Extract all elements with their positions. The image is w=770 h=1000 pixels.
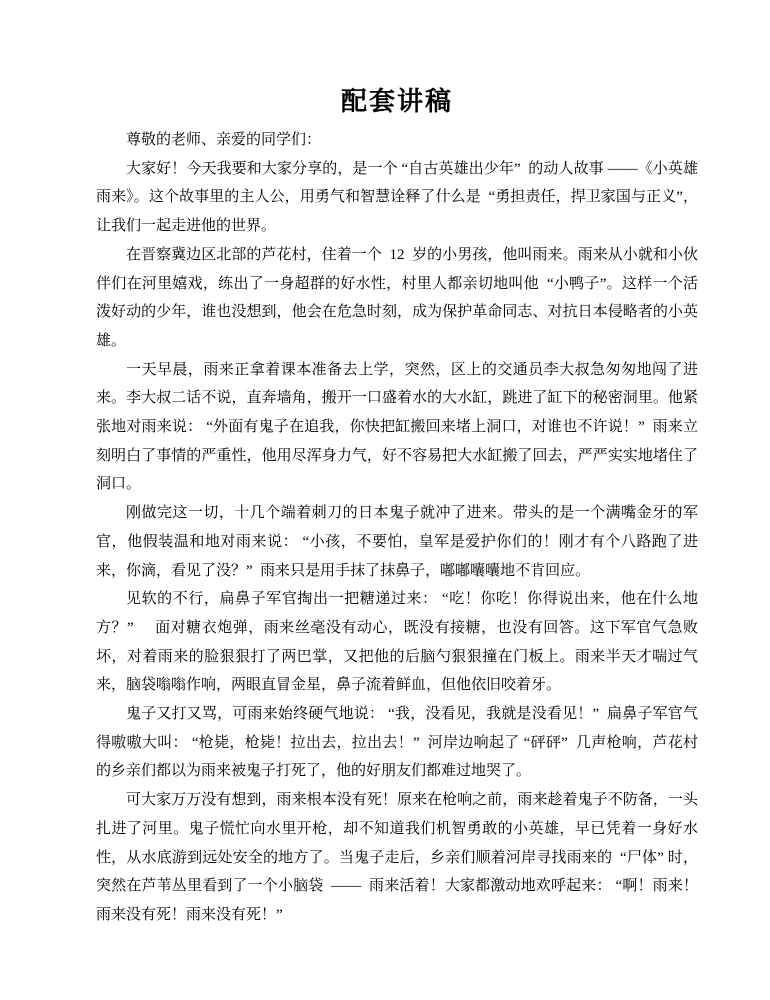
- paragraph-gunshots: 鬼子又打又骂，可雨来始终硬气地说： “我，没看见，我就是没看见！” 扁鼻子军官气得嗷嗷大叫： “枪毙，枪毙！拉出去，拉出去！” 河岸边响起了 “砰砰” 几声枪响，芦花村的乡亲们都以为雨来被鬼子打死了，他的好朋友们都难过地哭了。: [96, 706, 698, 780]
- paragraph-devils-enter: 刚做完这一切，十几个端着刺刀的日本鬼子就冲了进来。带头的是一个满嘴金牙的军官，他假装温和地对雨来说： “小孩，不要怕，皇军是爱护你们的！刚才有个八路跑了进来，你滴，看见了没？” 雨来只是用手抹了抹鼻子，嘟嘟囔囔地不肯回应。: [96, 505, 698, 579]
- paragraph-alive: 可大家万万没有想到，雨来根本没有死！原来在枪响之前，雨来趁着鬼子不防备，一头扎进了河里。鬼子慌忙向水里开枪，却不知道我们机智勇敢的小英雄，早已凭着一身好水性，从水底游到远处安全的地方了。当鬼子走后，乡亲们顺着河岸寻找雨来的 “尸体” 时，突然在芦苇丛里看到了一个小脑袋 —— 雨来活着！大家都激动地欢呼起来： “啊！雨来！雨来没有死！雨来没有死！”: [96, 792, 698, 923]
- document-content: [96, 84, 698, 930]
- paragraph-intro: 大家好！今天我要和大家分享的，是一个 “自古英雄出少年” 的动人故事 ——《小英雄雨来》。这个故事里的主人公，用勇气和智慧诠释了什么是 “勇担责任，捍卫家国与正义”，让我们一起走进他的世界。: [96, 160, 698, 235]
- paragraph-background: 在晋察冀边区北部的芦花村，住着一个 12 岁的小男孩，他叫雨来。雨来从小就和小伙伴们在河里嬉戏，练出了一身超群的好水性，村里人都亲切地叫他 “小鸭子”。这样一个活泼好动的少年，谁也没想到，他会在危急时刻，成为保护革命同志、对抗日本侵略者的小英雄。: [96, 246, 698, 349]
- paragraph-candy-bribe: 见软的不行，扁鼻子军官掏出一把糖递过来： “吃！你吃！你得说出来，他在什么地方？” 面对糖衣炮弹，雨来丝毫没有动心，既没有接糖，也没有回答。这下军官气急败坏，对着雨来的脸狠狠打了两巴掌，又把他的后脑勺狠狠撞在门板上。雨来半天才喘过气来，脑袋嗡嗡作响，两眼直冒金星，鼻子流着鲜血，但他依旧咬着牙。: [96, 591, 698, 694]
- page-title: 配套讲稿: [340, 87, 453, 116]
- paragraph-uncle-li: 一天早晨，雨来正拿着课本准备去上学，突然，区上的交通员李大叔急匆匆地闯了进来。李大叔二话不说，直奔墙角，搬开一口盛着水的大水缸，跳进了缸下的秘密洞里。他紧张地对雨来说： “外面有鬼子在追我，你快把缸搬回来堵上洞口，对谁也不许说！” 雨来立刻明白了事情的严重性，他用尽浑身力气，好不容易把大水缸搬了回去，严严实实地堵住了洞口。: [96, 361, 698, 493]
- paragraph-greeting: 尊敬的老师、亲爱的同学们：: [126, 132, 322, 148]
